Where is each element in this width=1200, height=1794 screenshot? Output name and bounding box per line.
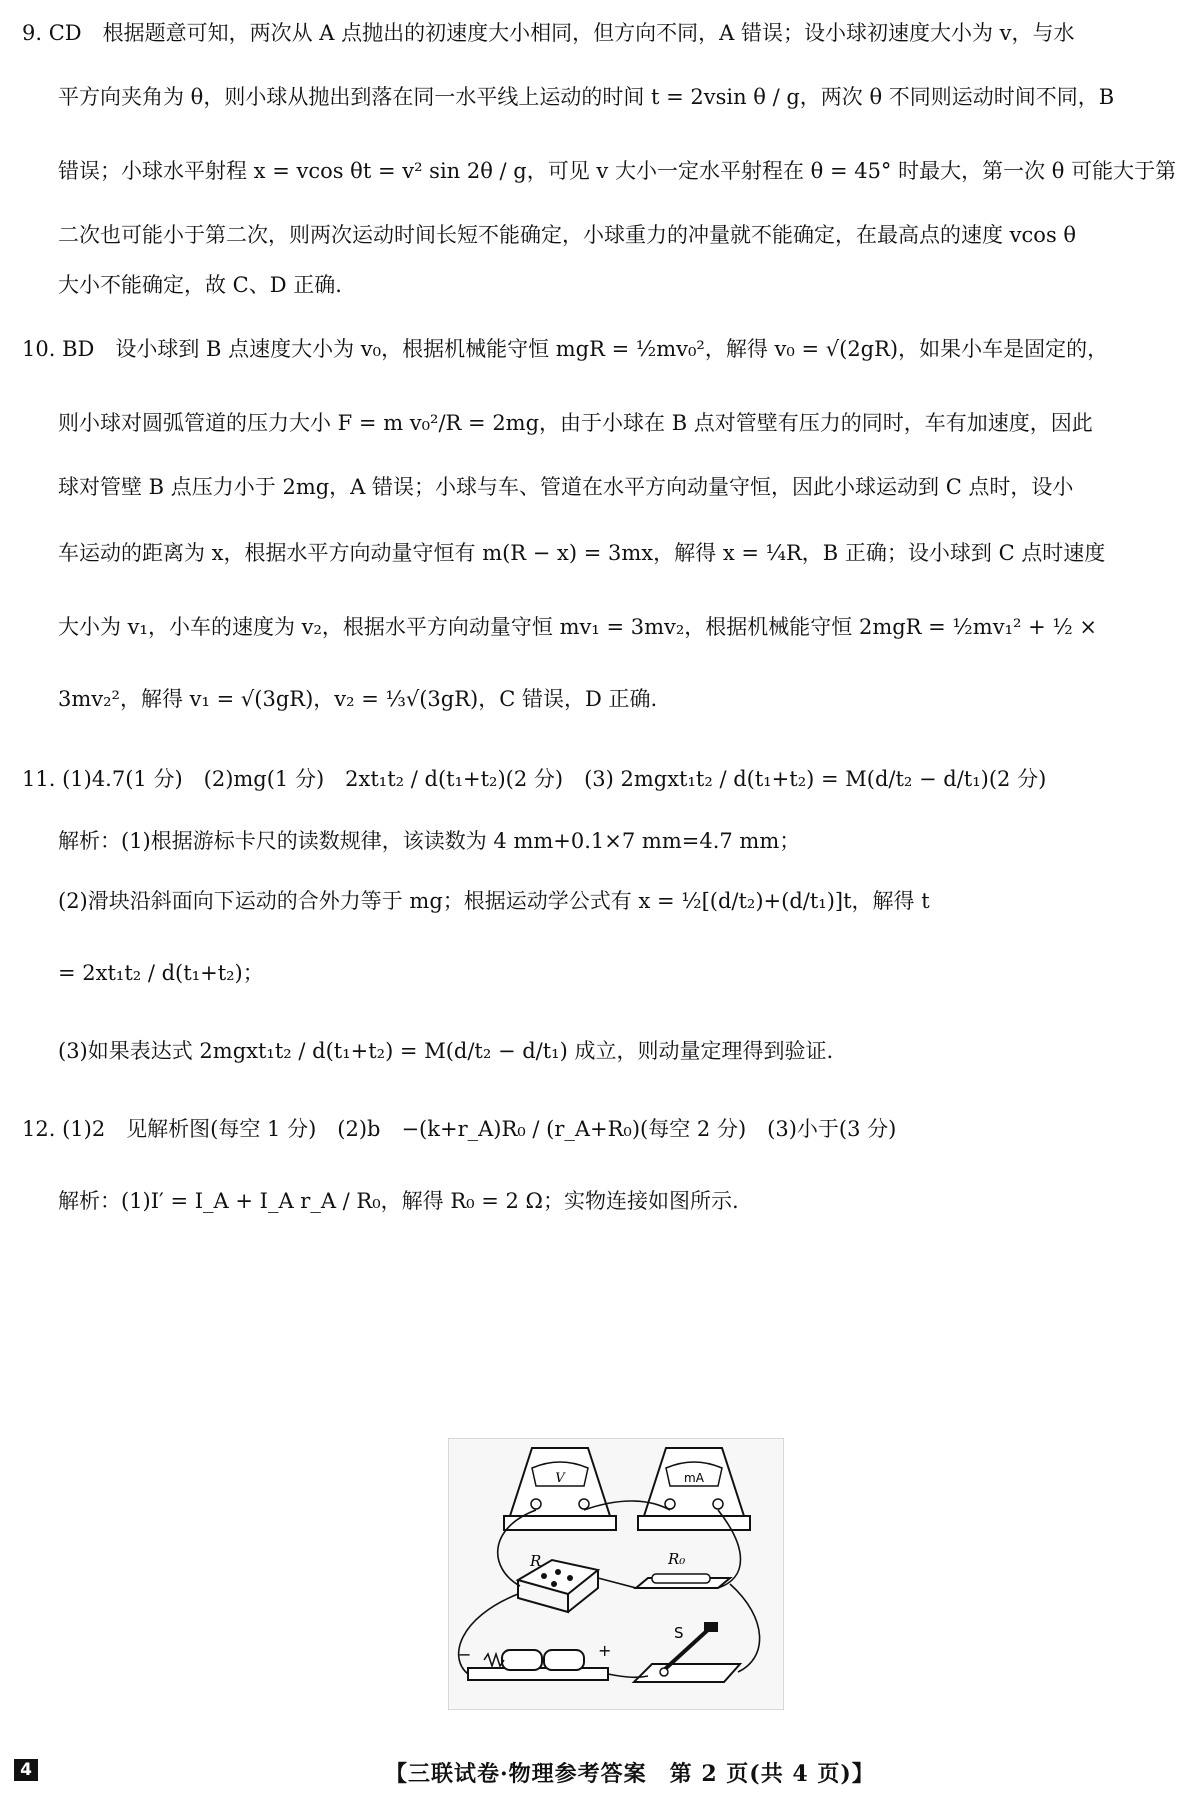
footer xyxy=(0,1757,1200,1787)
battery-plus: + xyxy=(598,1641,612,1660)
q10-line-6: 3mv₂²，解得 v₁ = √(3gR)，v₂ = ⅓√(3gR)，C 错误，D 正确. xyxy=(58,687,658,711)
q9-line-4: 二次也可能小于第二次，则两次运动时间长短不能确定，小球重力的冲量就不能确定，在最高点的速度 vcos θ xyxy=(58,223,1077,247)
circuit-figure xyxy=(448,1438,784,1710)
q10-line-1: 10. BD 设小球到 B 点速度大小为 v₀，根据机械能守恒 mgR = ½mv₀²，解得 v₀ = √(2gR)，如果小车是固定的， xyxy=(22,337,1109,361)
q10-line-3: 球对管壁 B 点压力小于 2mg，A 错误；小球与车、管道在水平方向动量守恒，因此小球运动到 C 点时，设小 xyxy=(58,475,1074,499)
voltmeter-label: V xyxy=(555,1471,565,1486)
fixed-resistor-label: R₀ xyxy=(668,1550,686,1568)
milliammeter-label: mA xyxy=(684,1471,704,1485)
q11-line-2: 解析：(1)根据游标卡尺的读数规律，该读数为 4 mm+0.1×7 mm=4.7 mm； xyxy=(58,829,801,853)
q9-line-5: 大小不能确定，故 C、D 正确. xyxy=(58,273,342,297)
q12-line-2: 解析：(1)I′ = I_A + I_A r_A / R₀，解得 R₀ = 2 Ω；实物连接如图所示. xyxy=(58,1189,739,1213)
q11-line-5: (3)如果表达式 2mgxt₁t₂ / d(t₁+t₂) = M(d/t₂ − d/t₁) 成立，则动量定理得到验证. xyxy=(58,1039,834,1063)
q9-line-2: 平方向夹角为 θ，则小球从抛出到落在同一水平线上运动的时间 t = 2vsin θ / g，两次 θ 不同则运动时间不同，B xyxy=(58,85,1115,109)
q11-line-1: 11. (1)4.7(1 分) (2)mg(1 分) 2xt₁t₂ / d(t₁+t₂)(2 分) (3) 2mgxt₁t₂ / d(t₁+t₂) = M(d/t₂ − d/t₁)(2 分) xyxy=(22,767,1047,791)
battery-minus: − xyxy=(458,1645,472,1664)
q9-line-1: 9. CD 根据题意可知，两次从 A 点抛出的初速度大小相同，但方向不同，A 错误；设小球初速度大小为 v，与水 xyxy=(22,21,1075,45)
switch-label: S xyxy=(674,1624,684,1642)
q11-line-3: (2)滑块沿斜面向下运动的合外力等于 mg；根据运动学公式有 x = ½[(d/t₂)+(d/t₁)]t，解得 t xyxy=(58,889,930,913)
q10-line-5: 大小为 v₁，小车的速度为 v₂，根据水平方向动量守恒 mv₁ = 3mv₂，根据机械能守恒 2mgR = ½mv₁² + ½ × xyxy=(58,615,1097,639)
q12-line-1: 12. (1)2 见解析图(每空 1 分) (2)b −(k+r_A)R₀ / (r_A+R₀)(每空 2 分) (3)小于(3 分) xyxy=(22,1117,897,1141)
page-number-badge: 4 xyxy=(14,1759,38,1781)
footer-title: 【三联试卷·物理参考答案 第 2 页(共 4 页)】 xyxy=(385,1761,875,1787)
q9-line-3: 错误；小球水平射程 x = vcos θt = v² sin 2θ / g，可见 v 大小一定水平射程在 θ = 45° 时最大，第一次 θ 可能大于第 xyxy=(58,159,1177,183)
q10-line-2: 则小球对圆弧管道的压力大小 F = m v₀²/R = 2mg，由于小球在 B 点对管壁有压力的同时，车有加速度，因此 xyxy=(58,411,1093,435)
resistance-box-label: R xyxy=(530,1552,542,1570)
q10-line-4: 车运动的距离为 x，根据水平方向动量守恒有 m(R − x) = 3mx，解得 x = ¼R，B 正确；设小球到 C 点时速度 xyxy=(58,541,1106,565)
q11-line-4: = 2xt₁t₂ / d(t₁+t₂)； xyxy=(58,961,264,985)
